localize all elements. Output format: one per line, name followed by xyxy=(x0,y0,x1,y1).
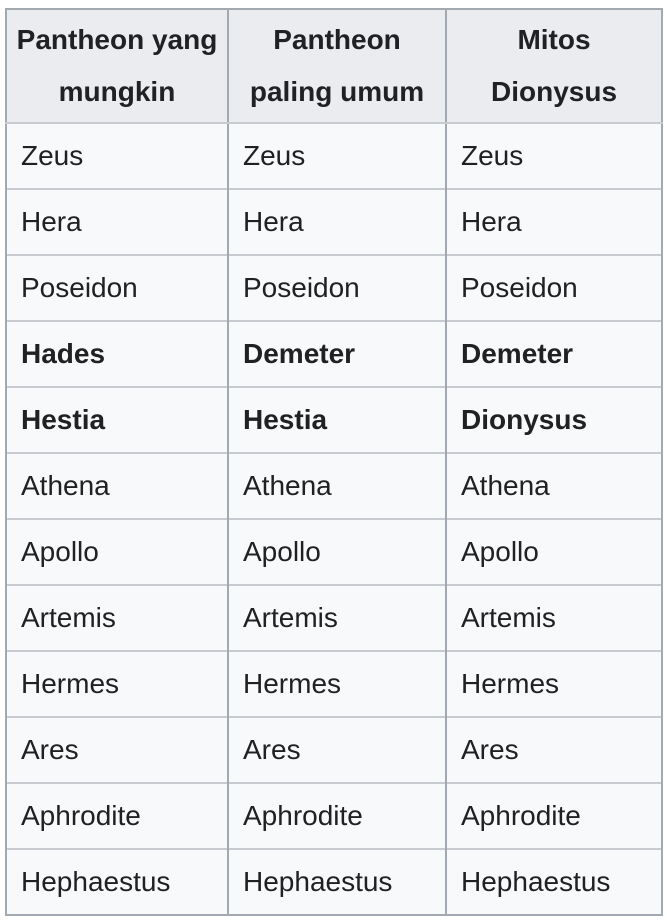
body-cell: Ares xyxy=(228,717,446,783)
body-cell: Athena xyxy=(6,453,228,519)
body-cell: Hermes xyxy=(446,651,662,717)
table-row xyxy=(6,255,662,321)
body-cell: Zeus xyxy=(228,123,446,189)
body-cell: Poseidon xyxy=(228,255,446,321)
body-cell: Athena xyxy=(446,453,662,519)
body-cell: Hera xyxy=(6,189,228,255)
table-row xyxy=(6,189,662,255)
body-cell: Zeus xyxy=(6,123,228,189)
body-cell: Hephaestus xyxy=(228,849,446,915)
body-cell: Ares xyxy=(6,717,228,783)
body-cell: Zeus xyxy=(446,123,662,189)
table-row xyxy=(6,585,662,651)
body-cell: Hera xyxy=(228,189,446,255)
body-cell: Aphrodite xyxy=(228,783,446,849)
body-cell: Apollo xyxy=(6,519,228,585)
table-row xyxy=(6,849,662,915)
body-cell: Apollo xyxy=(446,519,662,585)
table-row xyxy=(6,717,662,783)
body-cell: Demeter xyxy=(228,321,446,387)
header-cell-pantheon-mungkin: Pantheon yang mungkin xyxy=(6,9,228,123)
body-cell: Dionysus xyxy=(446,387,662,453)
body-cell: Aphrodite xyxy=(6,783,228,849)
body-cell: Hades xyxy=(6,321,228,387)
table-row xyxy=(6,783,662,849)
table-body xyxy=(6,123,662,915)
table-row xyxy=(6,453,662,519)
header-cell-pantheon-umum: Pantheon paling umum xyxy=(228,9,446,123)
header-cell-mitos-dionysus: Mitos Dionysus xyxy=(446,9,662,123)
table-row xyxy=(6,321,662,387)
body-cell: Hephaestus xyxy=(446,849,662,915)
table-row xyxy=(6,519,662,585)
body-cell: Hestia xyxy=(228,387,446,453)
body-cell: Hephaestus xyxy=(6,849,228,915)
body-cell: Artemis xyxy=(446,585,662,651)
body-cell: Ares xyxy=(446,717,662,783)
body-cell: Hestia xyxy=(6,387,228,453)
body-cell: Artemis xyxy=(228,585,446,651)
body-cell: Aphrodite xyxy=(446,783,662,849)
body-cell: Athena xyxy=(228,453,446,519)
olympians-table xyxy=(5,8,663,916)
body-cell: Artemis xyxy=(6,585,228,651)
header-row xyxy=(6,9,662,123)
body-cell: Hermes xyxy=(6,651,228,717)
body-cell: Poseidon xyxy=(6,255,228,321)
table-header xyxy=(6,9,662,123)
body-cell: Poseidon xyxy=(446,255,662,321)
table-row xyxy=(6,123,662,189)
body-cell: Hermes xyxy=(228,651,446,717)
table-row xyxy=(6,651,662,717)
body-cell: Hera xyxy=(446,189,662,255)
table-row xyxy=(6,387,662,453)
body-cell: Demeter xyxy=(446,321,662,387)
body-cell: Apollo xyxy=(228,519,446,585)
